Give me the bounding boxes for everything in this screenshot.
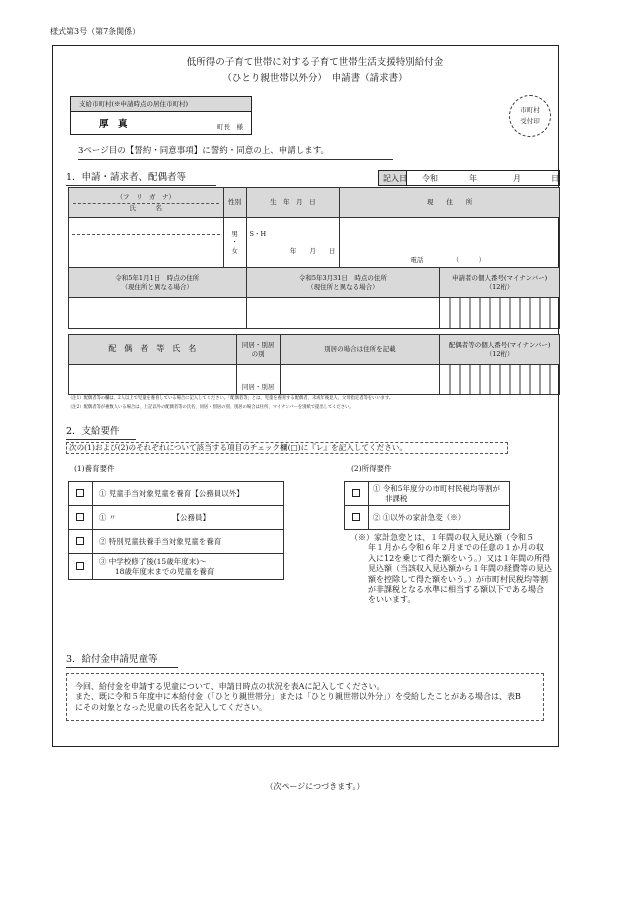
req2-checkbox-1[interactable]	[352, 489, 360, 497]
sex-header: 性別	[223, 188, 246, 218]
req1-item-1-num: ①	[98, 488, 107, 498]
cohabit-choice[interactable]: 同居・別居	[236, 365, 280, 395]
req2-item-2	[368, 506, 509, 530]
section2-underline	[66, 439, 136, 440]
date-month[interactable]: 月	[513, 174, 521, 183]
req1-item-2-text: 〃 【公務員】	[108, 512, 210, 522]
addr-mar31-sub: （現住所と異なる場合）	[307, 282, 379, 291]
date-year[interactable]: 年	[469, 174, 477, 183]
pledge-underline	[78, 159, 393, 160]
note-line-5: 額を控除して得た額をいう。）が市町村民税均等割	[368, 574, 548, 584]
note-line-1: （※）家計急変とは、１年間の収入見込額（令和５	[350, 533, 534, 542]
req2-table	[344, 481, 510, 530]
name-header	[69, 188, 224, 218]
pledge-note: 3ページ目の【誓約・同意事項】に誓約・同意の上、申請します。	[78, 146, 330, 156]
section3-line-2: また、既に令和５年度中に本給付金（「ひとり親世帯分」または「ひとり親世帯以外分」）を受給したことがある場合は、表B	[75, 692, 521, 702]
req2-item-2-num: ②	[372, 512, 381, 522]
req1-check-2[interactable]	[69, 506, 93, 530]
form-title-line1: 低所得の子育て世帯に対する子育て世帯生活支援特別給付金	[186, 57, 444, 68]
date-box	[378, 170, 560, 186]
note-line-6: が非課税となる水準に相当する額以下である場合	[368, 584, 544, 594]
mynumber-header	[440, 268, 560, 298]
section2-instruction: 次の(1)および(2)のそれぞれについて該当する項目のチェック欄(□)に『レ』を記入してください。	[66, 442, 508, 454]
date-era: 令和	[422, 174, 438, 183]
household-change-note	[350, 533, 552, 606]
recipient-box	[70, 96, 252, 135]
section3-line-1: 今回、給付金を申請する児童について、申請日時点の状況を表Aに記入してください。	[75, 682, 385, 691]
req2-item-1	[368, 482, 509, 506]
spouse-address-input[interactable]	[280, 365, 440, 395]
section1-title: 1．申請・請求者、配偶者等	[66, 172, 187, 183]
recipient-name: 厚 真	[99, 119, 128, 130]
spouse-name-header: 配 偶 者 等 氏 名	[69, 335, 237, 365]
req1-check-4[interactable]	[69, 554, 93, 580]
spouse-table	[68, 334, 560, 395]
addr-mar31-input[interactable]	[246, 298, 440, 329]
sex-male[interactable]: 男	[231, 229, 238, 238]
section3-title: 3．給付金申請児童等	[66, 654, 158, 665]
sex-dot: ・	[231, 238, 238, 247]
addr-jan1-sub: （現住所と異なる場合）	[121, 282, 194, 291]
form-title-line2: （ひとり親世帯以外分） 申請書（請求書）	[222, 73, 408, 84]
sex-female[interactable]: 女	[231, 246, 238, 255]
req2-item-1-text2: 非課税	[384, 493, 408, 503]
req1-checkbox-4[interactable]	[76, 562, 84, 570]
req1-item-4	[92, 554, 283, 580]
req1-item-4-num: ③	[98, 556, 107, 566]
tel-paren: （ ）	[455, 255, 486, 264]
reception-stamp-circle	[509, 95, 551, 137]
section3-line-3: にその対象となった児童の氏名を記入してください。	[75, 702, 267, 712]
birth-ymd: 年 月 日	[289, 246, 336, 255]
req1-check-1[interactable]	[69, 482, 93, 506]
req1-table	[68, 481, 284, 580]
req2-check-1[interactable]	[345, 482, 369, 506]
birth-era[interactable]: S・H	[249, 230, 267, 239]
addr-jan1-header	[69, 268, 247, 298]
addr-mar31-header	[246, 268, 440, 298]
section3-underline	[66, 667, 178, 668]
spouse-mynumber-input[interactable]	[440, 365, 560, 395]
note-line-4: 見込額（当該収入見込額から１年間の経費等の見込	[368, 564, 552, 574]
birth-header: 生 年 月 日	[246, 188, 340, 218]
tel-label: 電話	[410, 255, 424, 264]
date-label: 記入日	[383, 174, 407, 183]
mynumber-digits: （12桁）	[485, 282, 514, 291]
req1-item-3-num: ②	[98, 536, 107, 546]
req1-item-1-text: 児童手当対象児童を養育【公務員以外】	[108, 488, 244, 498]
req2-check-2[interactable]	[345, 506, 369, 530]
addr-jan1-label: 令和5年1月1日 時点の住所	[115, 274, 200, 283]
req1-checkbox-2[interactable]	[76, 513, 84, 521]
separate-header: 別居の場合は住所を記載	[280, 335, 440, 365]
spouse-mynumber-digits: （12桁）	[485, 349, 514, 358]
req1-checkbox-1[interactable]	[76, 489, 84, 497]
spouse-mynumber-label: 配偶者等の個人番号(マイナンバー)	[448, 341, 551, 350]
section1-underline	[66, 185, 216, 186]
applicant-table	[68, 187, 560, 329]
mynumber-input[interactable]	[440, 298, 560, 329]
req1-item-3	[92, 530, 283, 554]
section2-title: 2．支給要件	[66, 426, 120, 437]
sex-cell[interactable]	[223, 218, 246, 268]
req1-checkbox-3[interactable]	[76, 537, 84, 545]
note-line-2: 年１月から令和６年２月までの任意の１か月の収	[368, 543, 544, 553]
note-line-7: をいいます。	[368, 595, 416, 605]
spouse-mynumber-header	[440, 335, 560, 365]
birth-cell[interactable]	[246, 218, 340, 268]
req1-item-4-text: 中学校修了後(15歳年度末)～	[108, 556, 207, 566]
furigana-label: （フ リ ガ ナ）	[116, 192, 176, 201]
applicant-name-cell[interactable]	[69, 218, 224, 268]
note1: （注1）配偶者等の欄は、2人以上で児童を養育している場合に記入してください。「配偶者等」とは、児童を養育する配偶者、未成年後見人、父母指定者等をいいます。	[68, 396, 394, 401]
cohabit-sub: の別	[251, 349, 265, 358]
req1-item-1	[92, 482, 283, 506]
req1-item-4-text2: 18歳年度末までの児童を養育	[114, 566, 215, 576]
note2: （注2）配偶者等が複数人いる場合は、上記以外の配偶者等の氏名、同居・別居の別、別居の場合は住所、マイナンバーを別紙で提出してください。	[68, 405, 354, 410]
req2-checkbox-2[interactable]	[352, 513, 360, 521]
mynumber-label: 申請者の個人番号(マイナンバー)	[451, 274, 548, 283]
date-day[interactable]: 日	[551, 174, 559, 183]
stamp-line2: 受付印	[520, 117, 540, 125]
req1-title: (1)養育要件	[74, 464, 115, 473]
cohabit-label: 同居・別居	[241, 341, 275, 350]
note-line-3: 入に12を乗じて得た額をいう。）又は１年間の所得	[368, 553, 551, 563]
form-number: 様式第3号（第7条関係）	[50, 27, 141, 36]
recipient-label: 支給市町村(※申請時点の居住市町村)	[79, 100, 189, 108]
req1-item-3-text: 特別児童扶養手当対象児童を養育	[108, 536, 222, 546]
stamp-line1: 市町村	[520, 106, 540, 114]
req1-item-2-num: ①	[98, 512, 107, 522]
req2-item-1-text: 令和5年度分の市町村民税均等割が	[382, 483, 501, 493]
req1-item-2	[92, 506, 283, 530]
req2-title: (2)所得要件	[351, 464, 392, 473]
req2-item-1-num: ①	[372, 483, 381, 493]
footer-continue: （次ページにつづきます。）	[265, 782, 365, 791]
spouse-name-input[interactable]	[69, 365, 237, 395]
addr-jan1-input[interactable]	[69, 298, 247, 329]
cohabit-header	[236, 335, 280, 365]
addr-mar31-label: 令和5年3月31日 時点の住所	[298, 274, 387, 283]
req2-item-2-text: ①以外の家計急変（※）	[382, 512, 466, 522]
req1-check-3[interactable]	[69, 530, 93, 554]
address-header: 現 住 所	[340, 188, 560, 218]
address-cell[interactable]	[340, 218, 560, 268]
name-label: 氏 名	[129, 204, 163, 212]
recipient-suffix: 町長 様	[217, 123, 243, 131]
section3-box	[66, 673, 544, 721]
